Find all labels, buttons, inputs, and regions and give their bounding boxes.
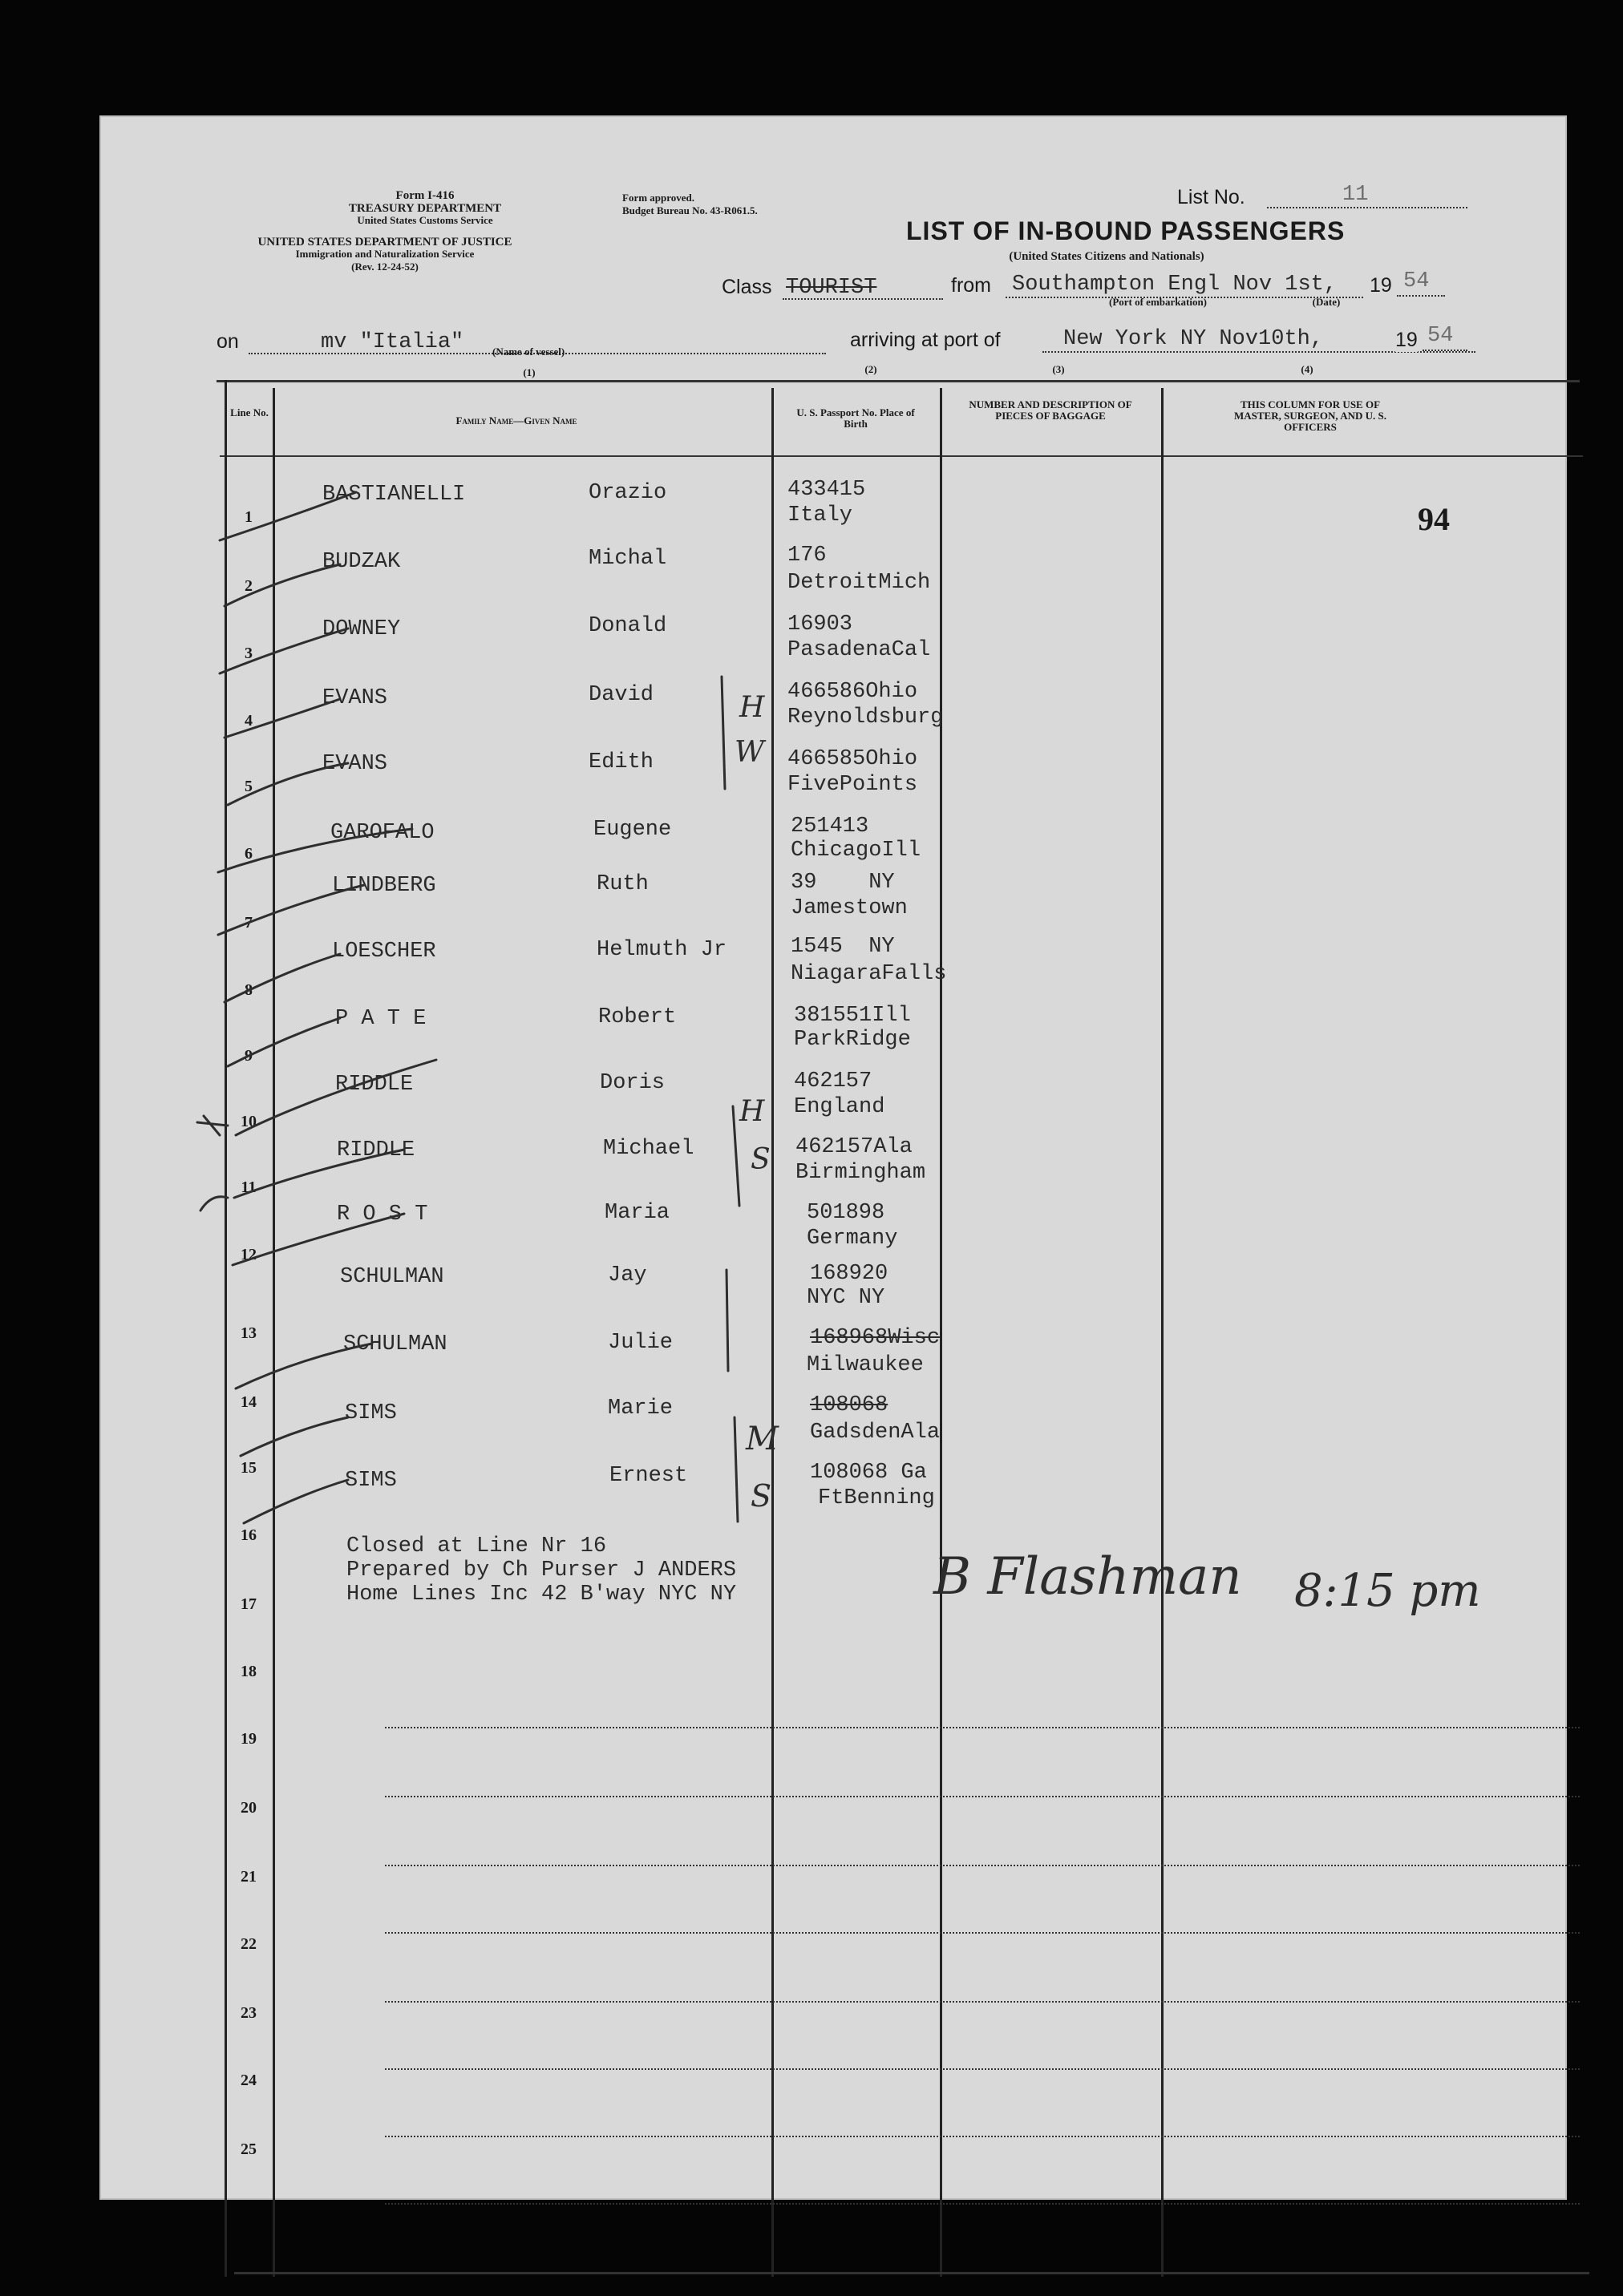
line-number: 2 (245, 577, 253, 595)
line-number: 10 (241, 1113, 257, 1130)
birthplace: NYC NY (807, 1286, 885, 1310)
given-name: Eugene (593, 818, 672, 842)
given-name: Ernest (609, 1464, 688, 1488)
margin-letter: S (751, 1143, 771, 1176)
year2-label: 19 (1395, 329, 1418, 351)
passport-number: 381551Ill (794, 1004, 911, 1028)
year2-value: 54 (1427, 324, 1454, 348)
family-name: BUDZAK (322, 550, 401, 574)
given-name: Jay (608, 1263, 647, 1287)
given-name: Donald (589, 614, 667, 638)
vessel-caption: (Name of vessel) (492, 346, 565, 358)
line-number: 21 (241, 1868, 257, 1886)
year-value: 54 (1403, 269, 1430, 293)
family-name: R O S T (337, 1203, 428, 1227)
line-number: 15 (241, 1459, 257, 1477)
passport-number: 466585Ohio (787, 747, 918, 771)
given-name: Michael (603, 1137, 694, 1161)
col-header-officers: THIS COLUMN FOR USE OF MASTER, SURGEON, AND U. S. OFFICERS (1234, 398, 1386, 433)
line-number: 17 (241, 1595, 257, 1613)
passport-number: 16903 (787, 612, 853, 637)
closing-line-2: Prepared by Ch Purser J ANDERS (346, 1558, 737, 1583)
margin-letter: S (751, 1478, 772, 1514)
birthplace: FivePoints (787, 773, 918, 797)
manifest-sheet (99, 115, 1567, 2200)
customs-heading: United States Customs Service (357, 214, 493, 226)
family-name: SCHULMAN (343, 1332, 447, 1356)
line-number: 8 (245, 981, 253, 999)
treasury-heading: TREASURY DEPARTMENT (348, 202, 502, 215)
family-name: SIMS (345, 1401, 397, 1425)
line-number: 12 (241, 1246, 257, 1263)
handwritten-check-marks (99, 115, 1567, 2200)
passport-number: 251413 (791, 815, 869, 839)
family-name: DOWNEY (322, 617, 401, 641)
family-name: SIMS (345, 1469, 397, 1493)
from-value: Southampton Engl Nov 1st, (1012, 273, 1338, 297)
birthplace: Italy (787, 503, 853, 528)
line-number: 25 (241, 2140, 257, 2158)
line-number: 16 (241, 1526, 257, 1544)
revision-date: (Rev. 12-24-52) (351, 261, 419, 273)
year-label: 19 (1370, 274, 1392, 297)
passport-number: 433415 (787, 478, 866, 502)
birthplace: England (794, 1095, 885, 1119)
table-bottom-rule (234, 2272, 1589, 2274)
list-no-value: 11 (1342, 183, 1369, 207)
row-rule (385, 2203, 1580, 2205)
margin-letter: W (735, 736, 765, 769)
given-name: Edith (589, 750, 654, 774)
birthplace: FtBenning (818, 1486, 935, 1510)
date-caption: (Date) (1312, 296, 1341, 308)
given-name: Michal (589, 547, 667, 571)
line-number: 11 (241, 1178, 257, 1196)
family-name: EVANS (322, 752, 388, 776)
given-name: Maria (605, 1201, 670, 1225)
justice-heading: UNITED STATES DEPARTMENT OF JUSTICE (257, 236, 512, 249)
port-embark-caption: (Port of embarkation) (1108, 296, 1208, 308)
passport-number: 466586Ohio (787, 680, 918, 704)
officer-signature: B Flashman (933, 1547, 1242, 1607)
passport-number: 176 (787, 544, 827, 568)
col-num-4: (4) (1301, 363, 1313, 375)
passport-number: 168968Wisc (810, 1326, 941, 1350)
birthplace: ParkRidge (794, 1028, 911, 1052)
birthplace: ChicagoIll (791, 839, 921, 863)
passport-number: 501898 (807, 1201, 885, 1225)
line-number: 14 (241, 1393, 257, 1411)
inspection-time: 8:15 pm (1294, 1565, 1481, 1617)
passport-number: 1545 NY (791, 935, 895, 959)
col-header-baggage: NUMBER AND DESCRIPTION OF PIECES OF BAGGAGE (969, 398, 1132, 422)
margin-letter: H (739, 1095, 765, 1128)
line-number: 4 (245, 712, 253, 730)
form-number: Form I-416 (395, 189, 455, 202)
family-name: RIDDLE (337, 1138, 415, 1162)
line-number: 5 (245, 778, 253, 795)
given-name: Marie (608, 1397, 674, 1421)
birthplace: NiagaraFalls (791, 962, 947, 986)
birthplace: Milwaukee (807, 1353, 924, 1377)
birthplace: Jamestown (791, 896, 908, 920)
given-name: Doris (600, 1071, 666, 1095)
passport-number: 462157Ala (795, 1135, 913, 1159)
passport-number: 108068 Ga (810, 1461, 927, 1485)
vessel-value: mv "Italia" (321, 330, 464, 354)
birthplace: Reynoldsburg (787, 705, 944, 730)
line-number: 20 (241, 1799, 257, 1817)
given-name: Orazio (589, 481, 667, 505)
col-num-3: (3) (1052, 363, 1065, 375)
given-name: Ruth (597, 872, 649, 896)
line-number: 24 (241, 2072, 257, 2089)
page-number: 94 (1418, 501, 1450, 537)
given-name: David (589, 683, 654, 707)
page-subtitle: (United States Citizens and Nationals) (1009, 250, 1204, 263)
family-name: EVANS (322, 686, 388, 710)
col-header-name: Family Name—Given Name (455, 414, 577, 426)
family-name: LOESCHER (332, 940, 436, 964)
family-name: GAROFALO (330, 821, 435, 845)
list-no-label: List No. (1177, 186, 1245, 208)
birthplace: Birmingham (795, 1161, 926, 1185)
given-name: Robert (598, 1005, 677, 1029)
on-label: on (217, 330, 239, 353)
line-number: 22 (241, 1935, 257, 1953)
line-number: 18 (241, 1663, 257, 1680)
col-num-1: (1) (523, 366, 536, 378)
line-number: 7 (245, 914, 253, 932)
arriving-label: arriving at port of (850, 329, 1001, 351)
passport-number: 39 NY (791, 871, 895, 895)
col-num-2: (2) (864, 363, 877, 375)
passport-number: 168920 (810, 1262, 888, 1286)
passport-number: 108068 (810, 1393, 888, 1417)
line-number: 3 (245, 645, 253, 662)
birthplace: Germany (807, 1227, 898, 1251)
col-header-line-no: Line No. (230, 406, 269, 418)
from-label: from (951, 274, 991, 297)
page-title: LIST OF IN-BOUND PASSENGERS (906, 216, 1346, 245)
line-number: 9 (245, 1047, 253, 1065)
family-name: P A T E (335, 1007, 427, 1031)
passport-number: 462157 (794, 1069, 872, 1093)
line-number: 13 (241, 1324, 257, 1342)
margin-letter: M (746, 1421, 779, 1457)
line-number: 19 (241, 1730, 257, 1748)
line-number: 1 (245, 508, 253, 526)
family-name: SCHULMAN (340, 1265, 444, 1289)
budget-bureau-number: Budget Bureau No. 43-R061.5. (622, 204, 758, 216)
family-name: BASTIANELLI (322, 483, 466, 507)
margin-letter: H (739, 691, 765, 724)
given-name: Helmuth Jr (597, 938, 727, 962)
given-name: Julie (608, 1331, 674, 1355)
birthplace: DetroitMich (787, 571, 931, 595)
closing-line-1: Closed at Line Nr 16 (346, 1534, 607, 1558)
ins-heading: Immigration and Naturalization Service (295, 248, 475, 260)
birthplace: GadsdenAla (810, 1421, 941, 1445)
class-value: TOURIST (786, 276, 877, 300)
line-number: 23 (241, 2004, 257, 2022)
birthplace: PasadenaCal (787, 638, 931, 662)
form-approved: Form approved. (622, 192, 695, 204)
family-name: RIDDLE (335, 1073, 414, 1097)
closing-line-3: Home Lines Inc 42 B'way NYC NY (346, 1583, 737, 1607)
family-name: LINDBERG (332, 874, 436, 898)
col-header-passport: U. S. Passport No. Place of Birth (796, 406, 915, 430)
line-number: 6 (245, 845, 253, 863)
class-label: Class (722, 276, 772, 298)
arrival-port-value: New York NY Nov10th, (1063, 327, 1324, 351)
